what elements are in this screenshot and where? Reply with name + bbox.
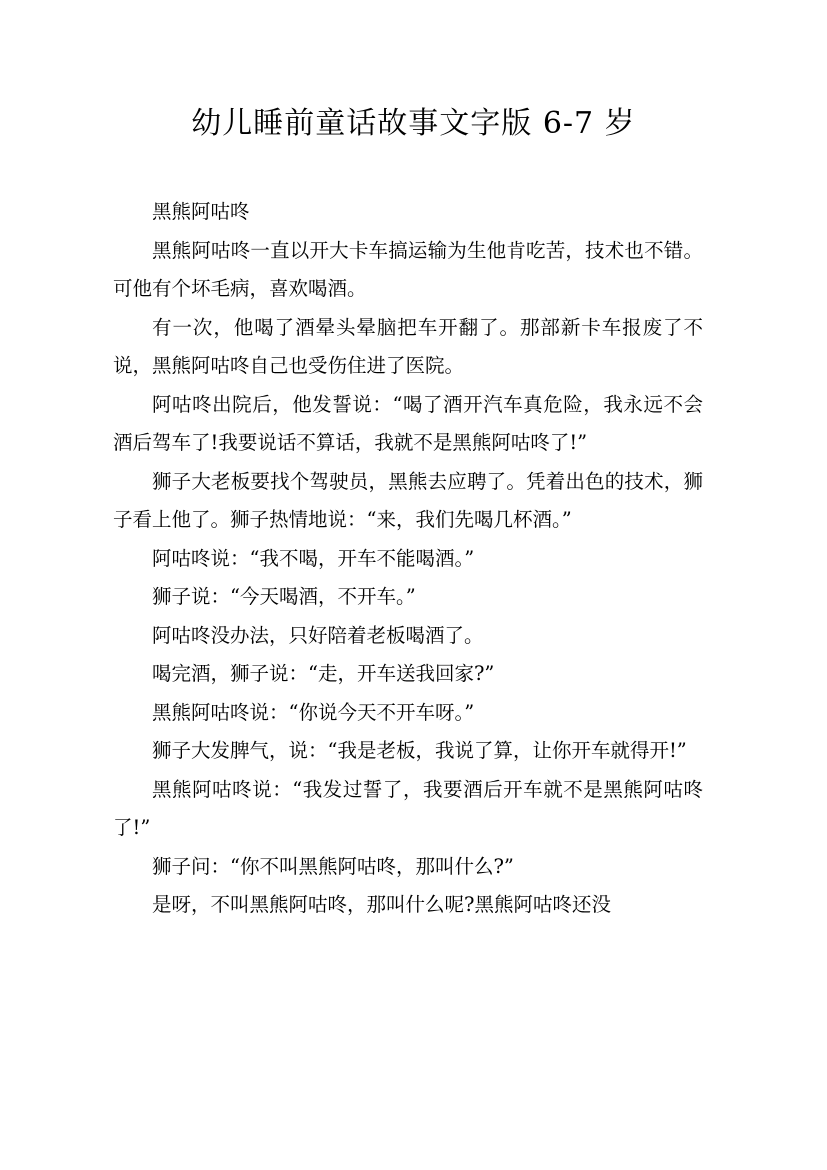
paragraph: 有一次，他喝了酒晕头晕脑把车开翻了。那部新卡车报废了不说，黑熊阿咕咚自己也受伤住进了医院。 (113, 315, 703, 377)
paragraph: 黑熊阿咕咚说：“我发过誓了，我要酒后开车就不是黑熊阿咕咚了!” (113, 777, 703, 839)
paragraph: 阿咕咚没办法，只好陪着老板喝酒了。 (152, 623, 484, 647)
paragraph: 狮子大发脾气，说：“我是老板，我说了算，让你开车就得开!” (152, 739, 687, 762)
paragraph: 黑熊阿咕咚说：“你说今天不开车呀。” (152, 700, 475, 724)
paragraph: 黑熊阿咕咚一直以开大卡车搞运输为生他肯吃苦，技术也不错。可他有个坏毛病，喜欢喝酒。 (113, 238, 703, 300)
document-body (113, 193, 703, 925)
paragraph: 狮子问：“你不叫黑熊阿咕咚，那叫什么?” (152, 854, 514, 878)
document-title: 幼儿睡前童话故事文字版 6-7 岁 (191, 106, 636, 141)
paragraph: 狮子说：“今天喝酒，不开车。” (152, 585, 416, 608)
paragraph: 是呀，不叫黑熊阿咕咚，那叫什么呢?黑熊阿咕咚还没 (152, 893, 611, 916)
paragraph: 阿咕咚说：“我不喝，开车不能喝酒。” (152, 546, 475, 570)
paragraph: 狮子大老板要找个驾驶员，黑熊去应聘了。凭着出色的技术，狮子看上他了。狮子热情地说：“来，我们先喝几杯酒。” (113, 469, 703, 531)
story-heading: 黑熊阿咕咚 (152, 200, 250, 223)
paragraph: 阿咕咚出院后，他发誓说：“喝了酒开汽车真危险，我永远不会酒后驾车了!我要说话不算话，我就不是黑熊阿咕咚了!” (113, 392, 703, 454)
paragraph: 喝完酒，狮子说：“走，开车送我回家?” (152, 662, 495, 685)
